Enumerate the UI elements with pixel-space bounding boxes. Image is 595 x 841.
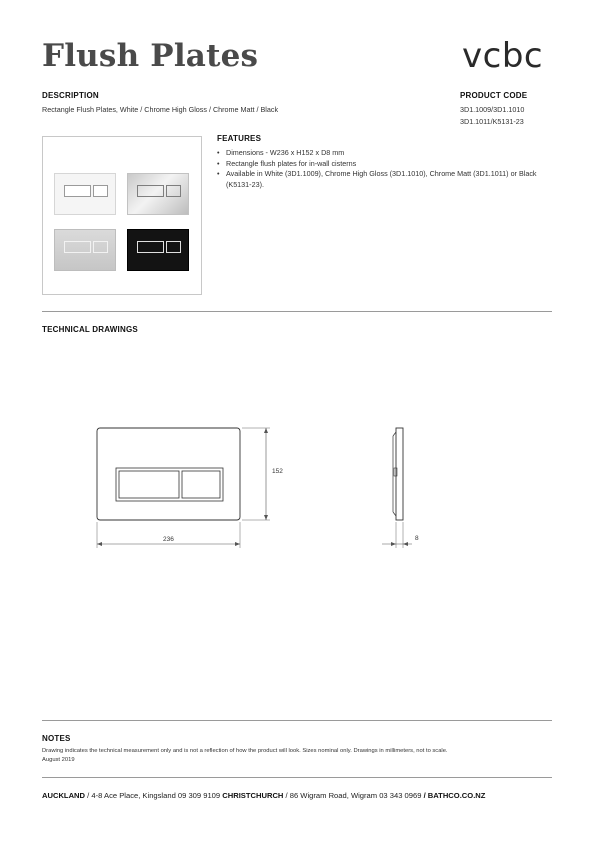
plate-button-right — [93, 185, 108, 197]
button-frame — [116, 468, 223, 501]
features-label: FEATURES — [217, 134, 262, 143]
description-label: DESCRIPTION — [42, 91, 99, 100]
notes-divider — [42, 720, 552, 721]
product-code-line-1: 3D1.1009/3D1.1010 — [460, 105, 525, 114]
product-code-label: PRODUCT CODE — [460, 91, 528, 100]
front-view-drawing — [90, 418, 290, 553]
section-divider — [42, 311, 552, 312]
feature-item: • Dimensions - W236 x H152 x D8 mm — [217, 148, 547, 159]
plate-black-image — [127, 229, 189, 271]
plate-chrome-gloss-image — [127, 173, 189, 215]
footer-address-christchurch: / 86 Wigram Road, Wigram 03 343 0969 — [283, 791, 424, 800]
footer-address-auckland: / 4-8 Ace Place, Kingsland 09 309 9109 — [85, 791, 223, 800]
footer-divider — [42, 777, 552, 778]
technical-drawings-label: TECHNICAL DRAWINGS — [42, 325, 138, 334]
notes-label: NOTES — [42, 734, 71, 743]
plate-button-left — [137, 185, 164, 197]
plate-white-image — [54, 173, 116, 215]
footer-city-christchurch: CHRISTCHURCH — [222, 791, 284, 800]
footer-city-auckland: AUCKLAND — [42, 791, 86, 800]
plate-button-left — [137, 241, 164, 253]
height-dimension-label: 152 — [272, 468, 283, 475]
width-dimension-label: 236 — [163, 536, 174, 543]
depth-dimension-label: 8 — [415, 535, 419, 542]
description-text: Rectangle Flush Plates, White / Chrome High Gloss / Chrome Matt / Black — [42, 105, 279, 114]
plate-chrome-matt-image — [54, 229, 116, 271]
plate-button-right — [93, 241, 108, 253]
footer-website-link[interactable]: / BATHCO.CO.NZ — [423, 791, 486, 800]
plate-button-right — [166, 241, 181, 253]
features-list — [217, 148, 547, 190]
side-view-drawing — [378, 418, 428, 553]
brand-logo: vcbc — [462, 36, 544, 76]
notes-text: Drawing indicates the technical measurement only and is not a reflection of how the product will look. Sizes nominal only. Drawings in millimeters, not to scale. — [42, 748, 448, 754]
product-code-line-2: 3D1.1011/K5131-23 — [460, 117, 524, 126]
plate-button-left — [64, 241, 91, 253]
notes-date: August 2019 — [42, 757, 75, 763]
left-button-outline — [119, 471, 179, 498]
plate-button-left — [64, 185, 91, 197]
feature-item: • Available in White (3D1.1009), Chrome High Gloss (3D1.1010), Chrome Matt (3D1.1011) or Black (K5131-23). — [217, 169, 547, 190]
product-image-panel — [42, 136, 202, 295]
right-button-outline — [182, 471, 220, 498]
plate-button-right — [166, 185, 181, 197]
feature-item: • Rectangle flush plates for in-wall cisterns — [217, 159, 547, 170]
page-title: Flush Plates — [42, 38, 259, 74]
footer-addresses — [42, 791, 485, 800]
plate-outline — [97, 428, 240, 520]
